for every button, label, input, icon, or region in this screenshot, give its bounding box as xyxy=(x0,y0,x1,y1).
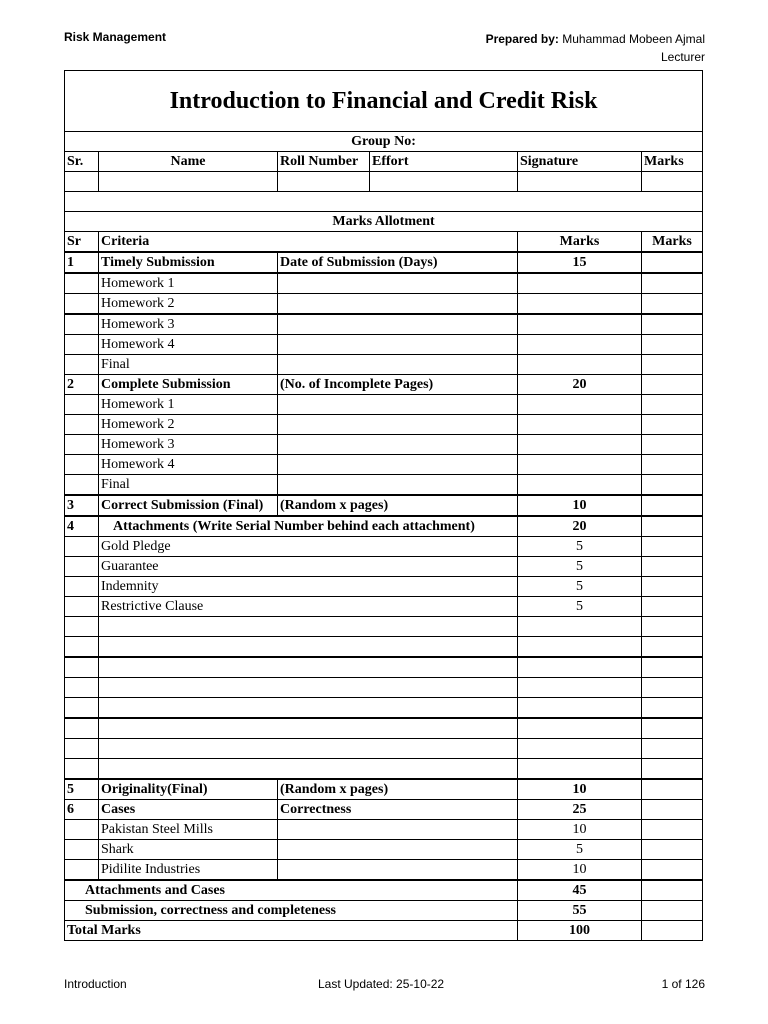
entry-field[interactable] xyxy=(278,415,518,435)
obtained-marks-field[interactable] xyxy=(642,860,703,881)
header-subject: Risk Management xyxy=(64,30,167,44)
member-entry-row xyxy=(65,172,703,192)
member-header-sr: Sr. xyxy=(65,152,99,172)
obtained-marks-field[interactable] xyxy=(642,395,703,415)
entry-field[interactable] xyxy=(278,820,518,840)
allotment-header-marks: Marks xyxy=(518,232,642,253)
entry-field[interactable] xyxy=(278,294,518,315)
prepared-by-label: Prepared by: xyxy=(485,32,559,46)
obtained-marks-field[interactable] xyxy=(642,718,703,739)
section-sr: 6 xyxy=(65,800,99,820)
obtained-marks-field[interactable] xyxy=(642,475,703,496)
section-marks: 25 xyxy=(518,800,642,820)
section-sr: 4 xyxy=(65,516,99,537)
item-marks: 10 xyxy=(518,820,642,840)
obtained-marks-field[interactable] xyxy=(642,637,703,658)
subtotal-label: Submission, correctness and completeness xyxy=(65,901,518,921)
marks-sheet-table xyxy=(64,70,703,941)
obtained-marks-field[interactable] xyxy=(642,617,703,637)
entry-field[interactable] xyxy=(278,435,518,455)
section-criteria: Complete Submission xyxy=(99,375,278,395)
obtained-marks-field[interactable] xyxy=(642,415,703,435)
obtained-marks-field[interactable] xyxy=(642,273,703,294)
list-item: Indemnity xyxy=(99,577,518,597)
member-header-signature: Signature xyxy=(518,152,642,172)
empty-entry[interactable] xyxy=(99,698,518,719)
prepared-by-name: Muhammad Mobeen Ajmal xyxy=(562,32,705,46)
item-marks: 5 xyxy=(518,537,642,557)
obtained-marks-field[interactable] xyxy=(642,880,703,901)
section-detail: Correctness xyxy=(278,800,518,820)
list-item: Homework 1 xyxy=(99,395,278,415)
obtained-marks-field[interactable] xyxy=(642,820,703,840)
section-detail: (No. of Incomplete Pages) xyxy=(278,375,518,395)
obtained-marks-field[interactable] xyxy=(642,840,703,860)
list-item: Final xyxy=(99,475,278,496)
list-item: Homework 2 xyxy=(99,415,278,435)
entry-field[interactable] xyxy=(278,335,518,355)
subtotal-marks: 55 xyxy=(518,901,642,921)
obtained-marks-field[interactable] xyxy=(642,314,703,335)
allotment-header-sr: Sr xyxy=(65,232,99,253)
obtained-marks-field[interactable] xyxy=(642,252,703,273)
list-item: Homework 2 xyxy=(99,294,278,315)
item-marks: 5 xyxy=(518,557,642,577)
item-marks: 5 xyxy=(518,577,642,597)
empty-entry[interactable] xyxy=(99,617,518,637)
footer-last-updated: Last Updated: 25-10-22 xyxy=(318,977,445,991)
list-item: Final xyxy=(99,355,278,375)
prepared-by-role: Lecturer xyxy=(660,50,705,64)
member-roll-field[interactable] xyxy=(278,172,370,192)
list-item: Gold Pledge xyxy=(99,537,518,557)
member-name-field[interactable] xyxy=(99,172,278,192)
entry-field[interactable] xyxy=(278,455,518,475)
section-sr: 5 xyxy=(65,779,99,800)
page-title: Introduction to Financial and Credit Risk xyxy=(65,71,703,132)
list-item: Pakistan Steel Mills xyxy=(99,820,278,840)
section-criteria: Originality(Final) xyxy=(99,779,278,800)
entry-field[interactable] xyxy=(278,355,518,375)
member-marks-field[interactable] xyxy=(642,172,703,192)
item-marks: 10 xyxy=(518,860,642,881)
section-marks: 15 xyxy=(518,252,642,273)
section-marks: 20 xyxy=(518,375,642,395)
section-marks: 10 xyxy=(518,495,642,516)
list-item: Restrictive Clause xyxy=(99,597,518,617)
section-detail: Date of Submission (Days) xyxy=(278,252,518,273)
list-item: Homework 4 xyxy=(99,455,278,475)
obtained-marks-field[interactable] xyxy=(642,375,703,395)
list-item: Shark xyxy=(99,840,278,860)
section-detail: (Random x pages) xyxy=(278,779,518,800)
empty-entry[interactable] xyxy=(99,739,518,759)
allotment-header-criteria: Criteria xyxy=(99,232,518,253)
member-header-roll: Roll Number xyxy=(278,152,370,172)
section-marks: 20 xyxy=(518,516,642,537)
member-effort-field[interactable] xyxy=(370,172,518,192)
item-marks: 5 xyxy=(518,840,642,860)
header-prepared-by xyxy=(486,30,705,66)
empty-entry[interactable] xyxy=(99,759,518,780)
section-criteria: Cases xyxy=(99,800,278,820)
entry-field[interactable] xyxy=(278,395,518,415)
subtotal-marks: 45 xyxy=(518,880,642,901)
obtained-marks-field[interactable] xyxy=(642,779,703,800)
obtained-marks-field[interactable] xyxy=(642,901,703,921)
obtained-marks-field[interactable] xyxy=(642,739,703,759)
group-number-label: Group No: xyxy=(65,132,703,152)
footer-page-number: 1 of 126 xyxy=(661,977,705,991)
list-item: Homework 3 xyxy=(99,435,278,455)
member-header-effort: Effort xyxy=(370,152,518,172)
obtained-marks-field[interactable] xyxy=(642,355,703,375)
obtained-marks-field[interactable] xyxy=(642,657,703,678)
total-marks: 100 xyxy=(518,921,642,941)
section-criteria: Attachments (Write Serial Number behind each attachment) xyxy=(99,516,518,537)
section-sr: 3 xyxy=(65,495,99,516)
entry-field[interactable] xyxy=(278,314,518,335)
obtained-marks-field[interactable] xyxy=(642,435,703,455)
entry-field[interactable] xyxy=(278,273,518,294)
section-detail: (Random x pages) xyxy=(278,495,518,516)
obtained-marks-field[interactable] xyxy=(642,537,703,557)
empty-entry[interactable] xyxy=(99,718,518,739)
list-item: Pidilite Industries xyxy=(99,860,278,881)
section-sr: 2 xyxy=(65,375,99,395)
obtained-marks-field[interactable] xyxy=(642,800,703,820)
allotment-header-obtained: Marks xyxy=(642,232,703,253)
member-sr-field[interactable] xyxy=(65,172,99,192)
obtained-marks-field[interactable] xyxy=(642,759,703,780)
empty-entry[interactable] xyxy=(99,678,518,698)
empty-entry[interactable] xyxy=(99,637,518,658)
entry-field[interactable] xyxy=(278,840,518,860)
obtained-total-field[interactable] xyxy=(642,921,703,941)
list-item: Homework 3 xyxy=(99,314,278,335)
blank-row xyxy=(65,192,703,212)
empty-entry[interactable] xyxy=(99,657,518,678)
obtained-marks-field[interactable] xyxy=(642,678,703,698)
subtotal-label: Attachments and Cases xyxy=(65,880,518,901)
obtained-marks-field[interactable] xyxy=(642,455,703,475)
total-label: Total Marks xyxy=(65,921,518,941)
obtained-marks-field[interactable] xyxy=(642,495,703,516)
member-header-name: Name xyxy=(99,152,278,172)
entry-field[interactable] xyxy=(278,475,518,496)
member-signature-field[interactable] xyxy=(518,172,642,192)
item-marks: 5 xyxy=(518,597,642,617)
obtained-marks-field[interactable] xyxy=(642,335,703,355)
obtained-marks-field[interactable] xyxy=(642,597,703,617)
list-item: Homework 4 xyxy=(99,335,278,355)
member-header-marks: Marks xyxy=(642,152,703,172)
obtained-marks-field[interactable] xyxy=(642,294,703,315)
list-item: Homework 1 xyxy=(99,273,278,294)
section-marks: 10 xyxy=(518,779,642,800)
obtained-marks-field[interactable] xyxy=(642,557,703,577)
allotment-title: Marks Allotment xyxy=(65,212,703,232)
section-sr: 1 xyxy=(65,252,99,273)
entry-field[interactable] xyxy=(278,860,518,881)
section-criteria: Timely Submission xyxy=(99,252,278,273)
list-item: Guarantee xyxy=(99,557,518,577)
footer-section: Introduction xyxy=(64,977,127,991)
obtained-marks-field[interactable] xyxy=(642,577,703,597)
obtained-marks-field[interactable] xyxy=(642,516,703,537)
obtained-marks-field[interactable] xyxy=(642,698,703,719)
section-criteria: Correct Submission (Final) xyxy=(99,495,278,516)
